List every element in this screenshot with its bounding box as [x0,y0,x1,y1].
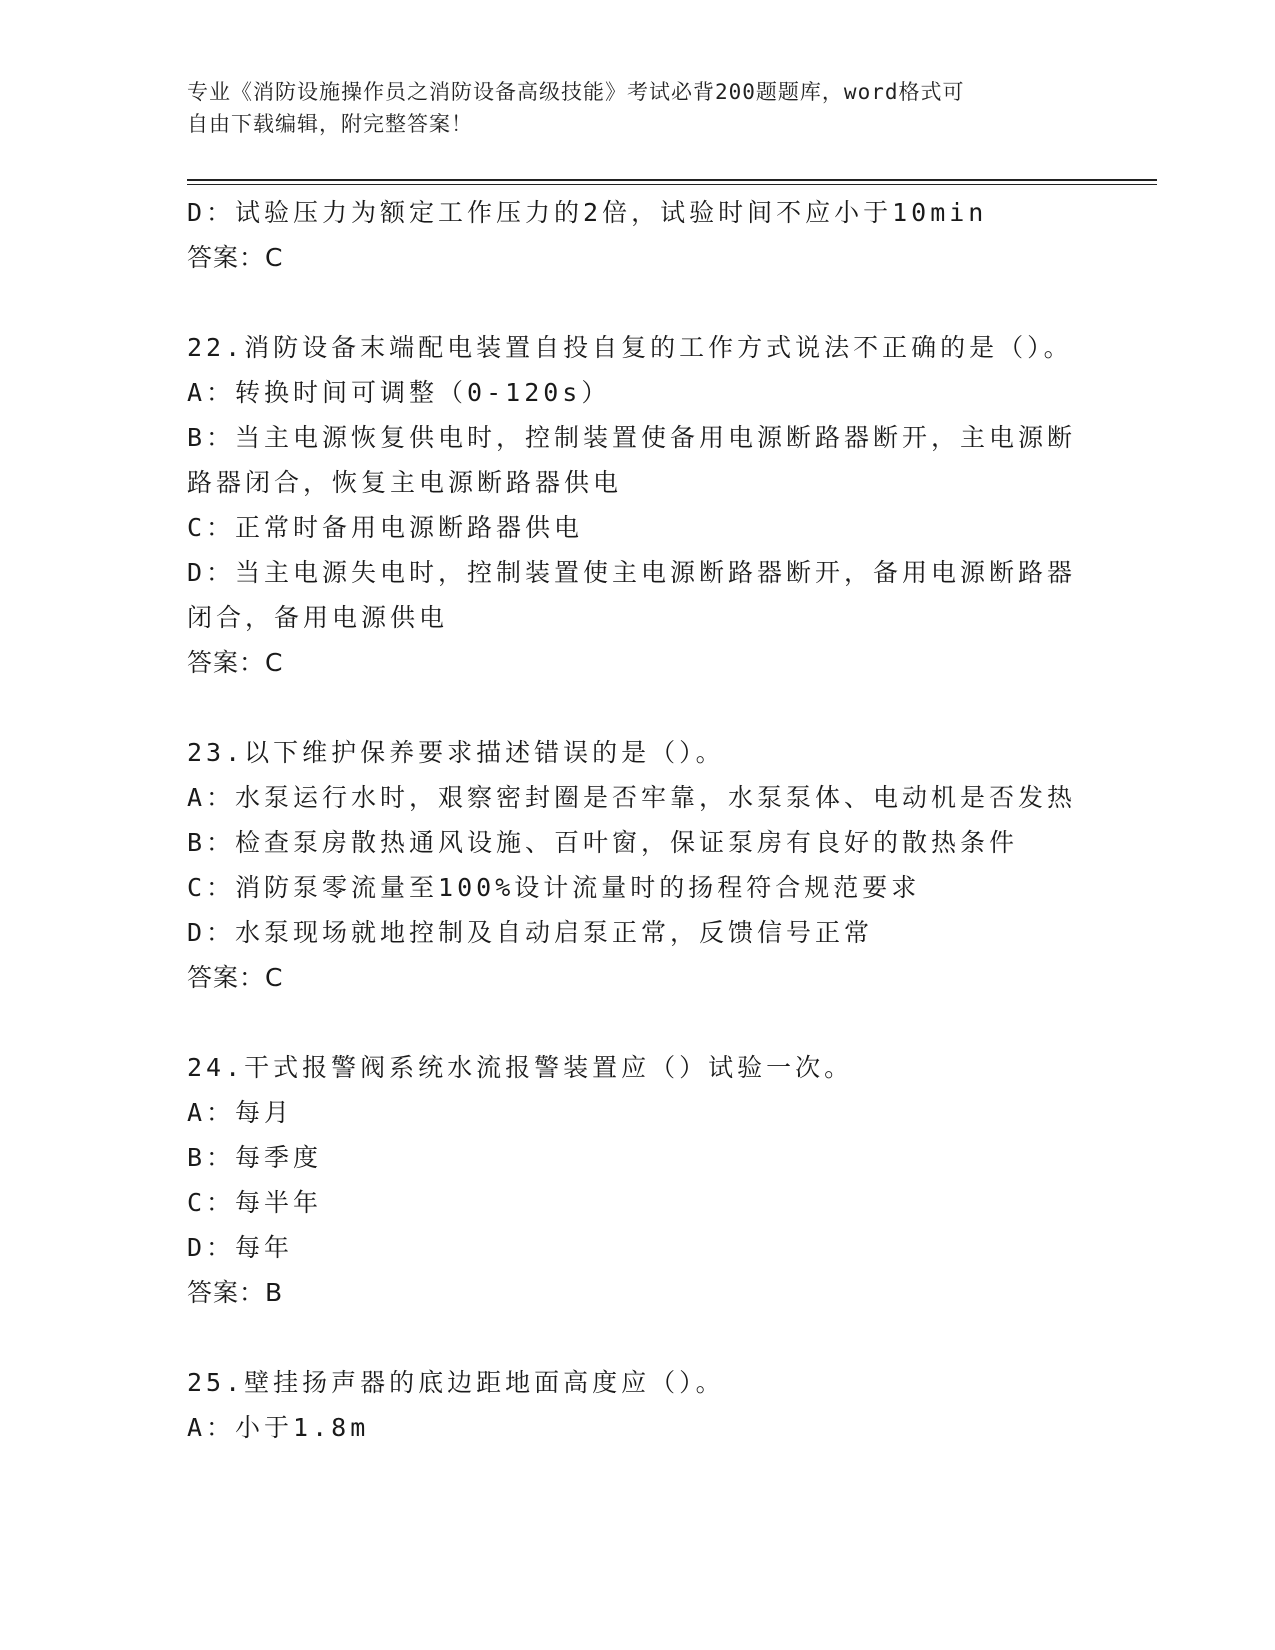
answer: 答案：C [187,963,284,992]
option-c: C：正常时备用电源断路器供电 [187,513,584,542]
option-b: B：检查泵房散热通风设施、百叶窗，保证泵房有良好的散热条件 [187,828,1019,857]
option-c: C：每半年 [187,1188,323,1217]
header-divider [187,179,1157,181]
option-b: B：每季度 [187,1143,323,1172]
answer: 答案：C [187,243,284,272]
header-divider-thin [187,184,1157,185]
answer: 答案：B [187,1278,284,1307]
question-stem: 24.干式报警阀系统水流报警装置应（）试验一次。 [187,1053,854,1082]
option-a: A：转换时间可调整（0-120s） [187,378,611,407]
option-d: D：试验压力为额定工作压力的2倍，试验时间不应小于10min [187,198,988,227]
option-d: D：每年 [187,1233,294,1262]
question-stem: 25.壁挂扬声器的底边距地面高度应（）。 [187,1368,725,1397]
option-d: D：当主电源失电时，控制装置使主电源断路器断开，备用电源断路器 [187,558,1077,587]
option-a: A：水泵运行水时，艰察密封圈是否牢靠，水泵泵体、电动机是否发热 [187,783,1077,812]
option-d-continued: 闭合，备用电源供电 [187,603,449,632]
option-a: A：每月 [187,1098,294,1127]
header-line-1: 专业《消防设施操作员之消防设备高级技能》考试必背200题题库，word格式可 [187,80,965,104]
document-header [187,76,1087,140]
question-22 [187,325,1087,685]
question-25 [187,1360,1087,1450]
header-line-2: 自由下载编辑，附完整答案！ [187,112,473,136]
question-23 [187,730,1087,1000]
option-a: A：小于1.8m [187,1413,370,1442]
question-stem: 23.以下维护保养要求描述错误的是（）。 [187,738,725,767]
answer: 答案：C [187,648,284,677]
option-b: B：当主电源恢复供电时，控制装置使备用电源断路器断开，主电源断 [187,423,1077,452]
option-c: C：消防泵零流量至100%设计流量时的扬程符合规范要求 [187,873,921,902]
question-stem: 22.消防设备末端配电装置自投自复的工作方式说法不正确的是（）。 [187,333,1073,362]
document-body [187,190,1087,1450]
question-24 [187,1045,1087,1315]
option-b-continued: 路器闭合，恢复主电源断路器供电 [187,468,623,497]
option-d: D：水泵现场就地控制及自动启泵正常，反馈信号正常 [187,918,874,947]
